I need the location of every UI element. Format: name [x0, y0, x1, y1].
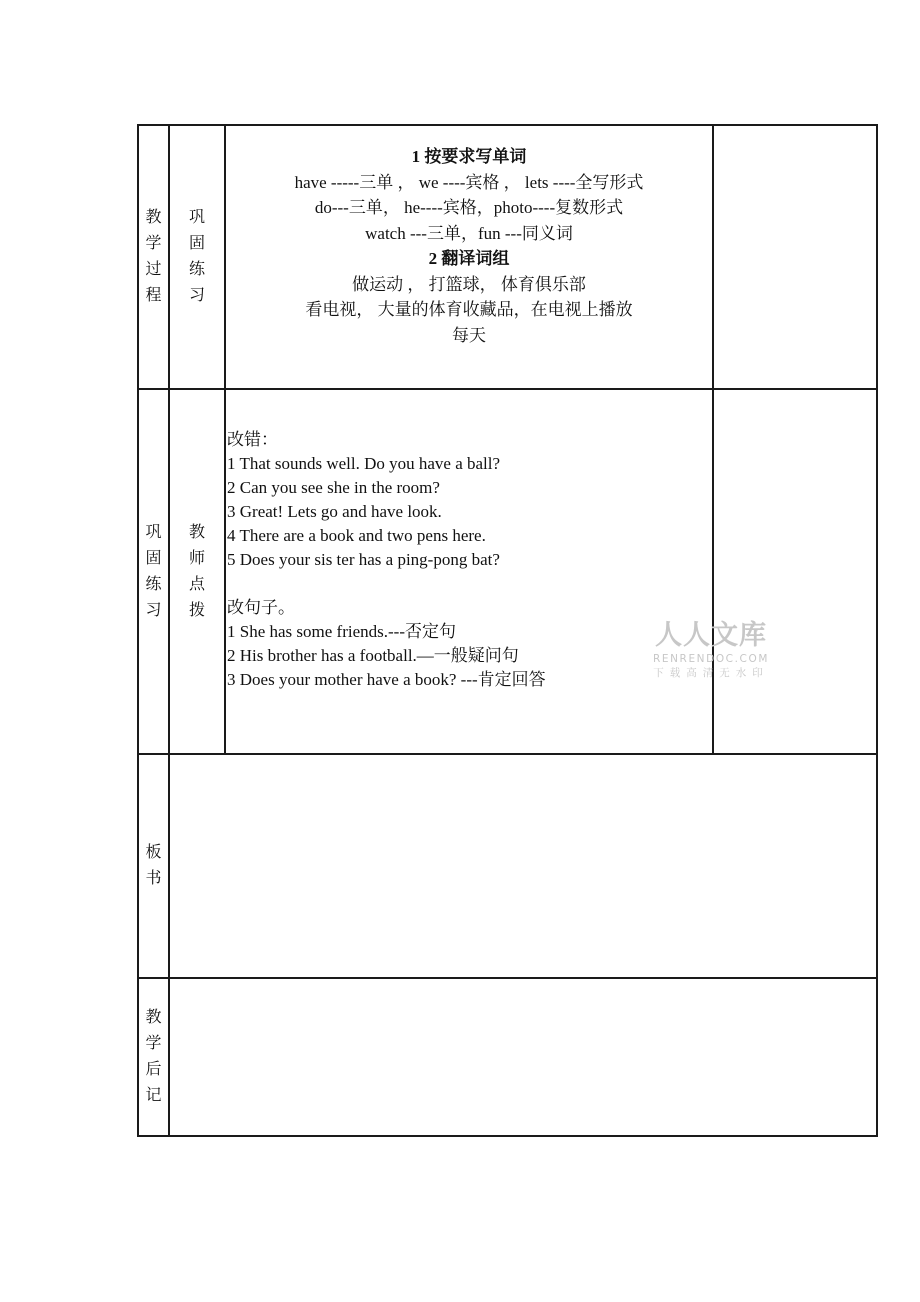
error-correction-heading: 改错： [227, 429, 278, 449]
rewrite-item: 1 She has some friends.---否定句 [227, 621, 456, 641]
exercise-heading-words: 1 按要求写单词 [411, 147, 527, 166]
section-cell [169, 389, 225, 754]
stage-label: 教 学 过 程 [145, 209, 162, 304]
stage-cell [138, 389, 169, 754]
notes-cell [713, 125, 877, 389]
blackboard-label-cell [138, 754, 169, 978]
error-item: 1 That sounds well. Do you have a ball? [227, 453, 501, 473]
practice-row [138, 125, 877, 389]
reflection-row [138, 978, 877, 1136]
reflection-label: 教 学 后 记 [145, 1009, 162, 1104]
exercise-list [226, 126, 712, 388]
reflection-content-cell [169, 978, 877, 1136]
exercise-line: watch ---三单，fun ---同义词 [365, 223, 573, 243]
exercise-line: 做运动 ， 打篮球， 体育俱乐部 [352, 274, 586, 294]
guidance-content-cell [225, 389, 713, 754]
reflection-label-cell [138, 978, 169, 1136]
section-label: 教 师 点 拨 [188, 523, 205, 619]
error-item: 5 Does your sis ter has a ping-pong bat? [227, 549, 500, 569]
error-item: 3 Great! Lets go and have look. [227, 501, 442, 521]
guidance-list [226, 394, 712, 750]
rewrite-item: 2 His brother has a football.—一般疑问句 [227, 645, 519, 665]
rewrite-heading: 改句子。 [227, 597, 295, 617]
exercise-line: 每天 [452, 325, 486, 345]
watermark [646, 620, 776, 681]
blackboard-row [138, 754, 877, 978]
exercise-line: do---三单， he----宾格，photo----复数形式 [314, 198, 624, 217]
section-label: 巩 固 练 习 [188, 209, 205, 304]
blackboard-label: 板 书 [145, 844, 162, 887]
section-cell [169, 125, 225, 389]
watermark-domain: RENRENDOC.COM [652, 653, 770, 665]
error-item: 4 There are a book and two pens here. [227, 525, 486, 545]
teacher-guidance-row [138, 389, 877, 754]
error-item: 2 Can you see she in the room? [227, 477, 440, 497]
exercise-content-cell [225, 125, 713, 389]
stage-cell [138, 125, 169, 389]
exercise-line: 看电视， 大量的体育收藏品，在电视上播放 [305, 300, 633, 319]
rewrite-item: 3 Does your mother have a book? ---肯定回答 [227, 669, 546, 689]
exercise-heading-phrases: 2 翻译词组 [428, 249, 510, 268]
blackboard-content-cell [169, 754, 877, 978]
watermark-logo-text: 人人文库 [655, 620, 767, 651]
watermark-tagline: 下载高清无水印 [653, 667, 769, 679]
exercise-line: have -----三单 ， we ----宾格 ， lets ----全写形式 [294, 172, 644, 192]
notes-cell [713, 389, 877, 754]
stage-label: 巩 固 练 习 [145, 523, 162, 619]
